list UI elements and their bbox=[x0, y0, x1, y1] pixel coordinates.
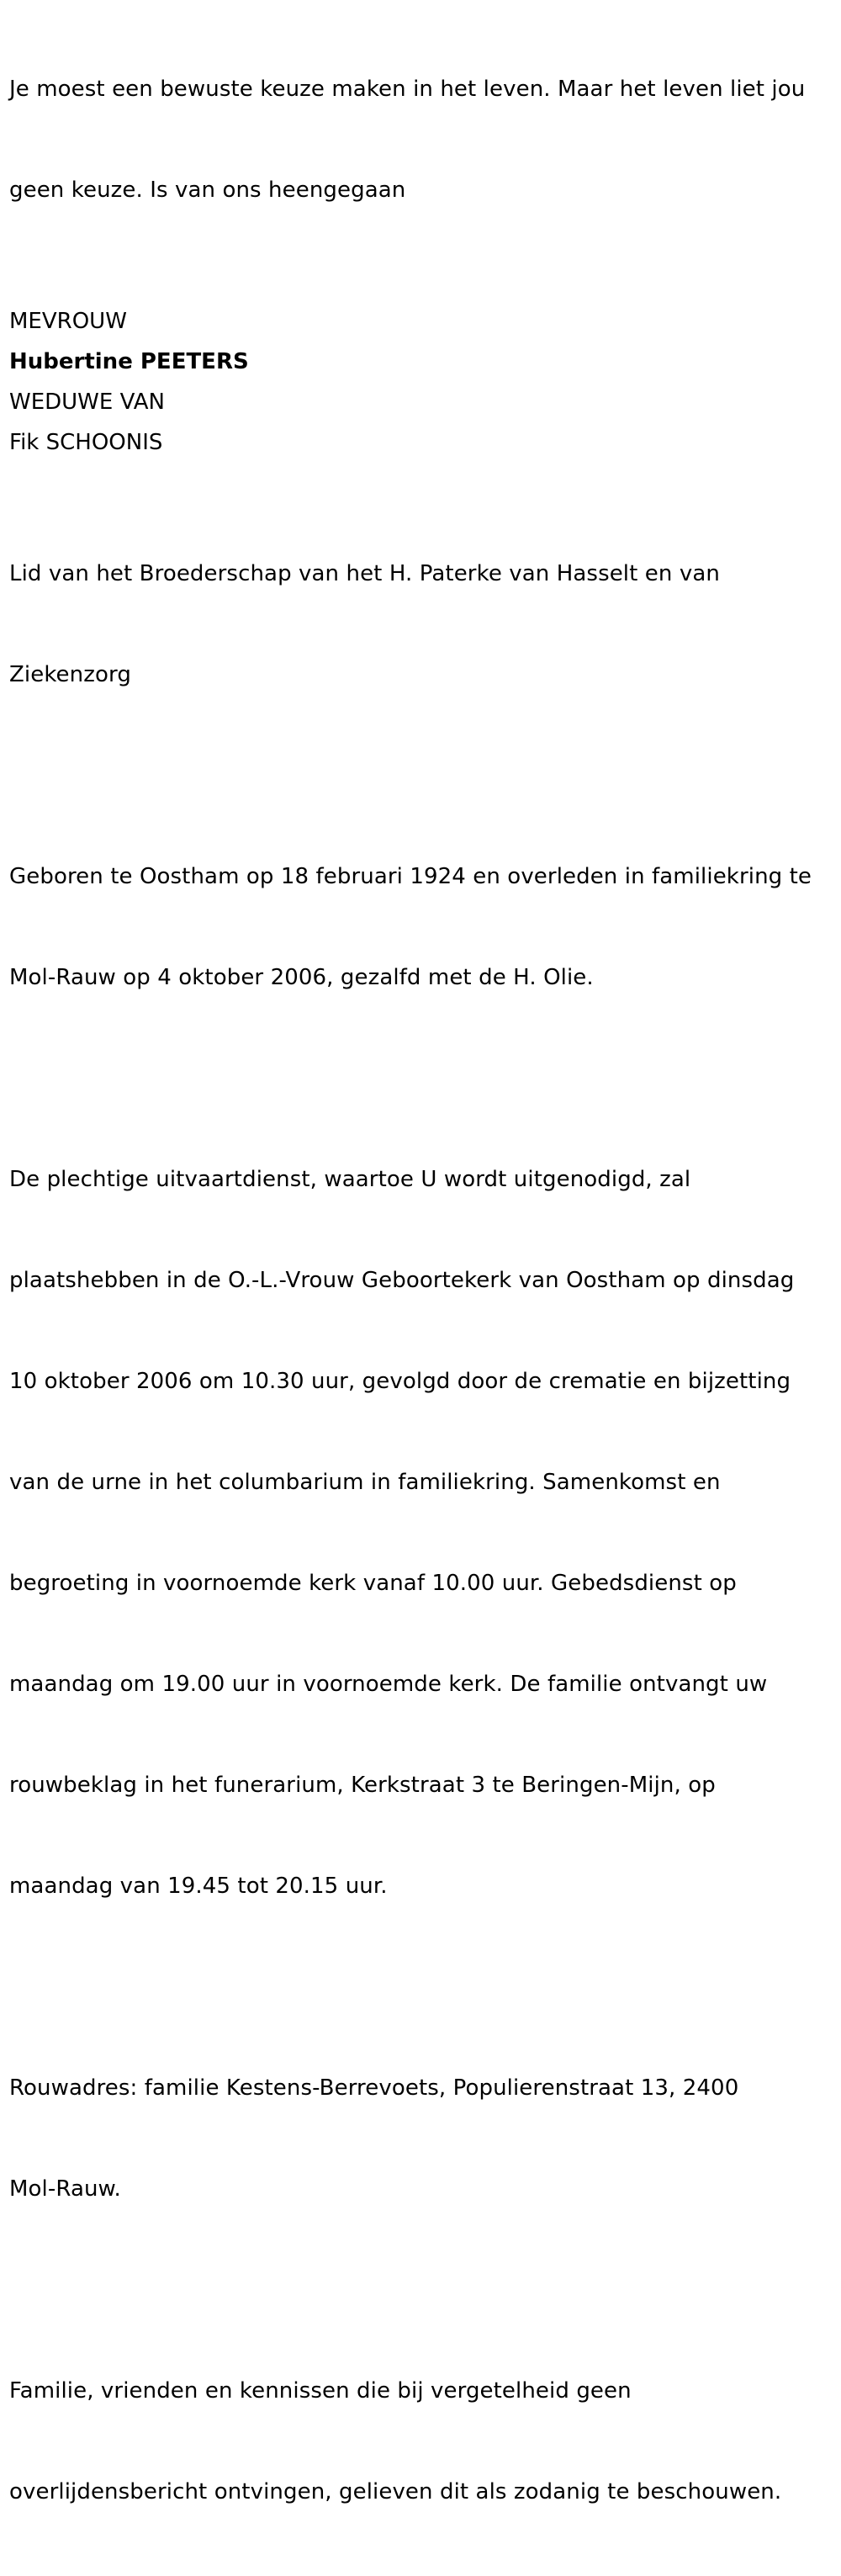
spacer bbox=[9, 1062, 841, 1095]
deceased-block bbox=[9, 301, 841, 463]
intro-paragraph bbox=[9, 5, 841, 274]
deceased-title: MEVROUW bbox=[9, 309, 127, 334]
closing-line-2: overlijdensbericht ontvingen, gelieven dit als zodanig te beschouwen. bbox=[9, 2479, 782, 2504]
spouse-name: Fik SCHOONIS bbox=[9, 430, 163, 455]
birth-death-line-2: Mol-Rauw op 4 oktober 2006, gezalfd met de H. Olie. bbox=[9, 965, 594, 990]
address-line-1: Rouwadres: familie Kestens-Berrevoets, Populierenstraat 13, 2400 bbox=[9, 2075, 739, 2101]
birth-death-line-1: Geboren te Oostham op 18 februari 1924 en overleden in familiekring te bbox=[9, 864, 812, 889]
spacer bbox=[9, 463, 841, 490]
membership-line-1: Lid van het Broederschap van het H. Paterke van Hasselt en van bbox=[9, 561, 720, 586]
funeral-paragraph bbox=[9, 1095, 841, 1970]
deceased-status: WEDUWE VAN bbox=[9, 390, 165, 415]
address-line-2: Mol-Rauw. bbox=[9, 2176, 121, 2202]
closing-line-1: Familie, vrienden en kennissen die bij vergetelheid geen bbox=[9, 2378, 632, 2404]
funeral-line: rouwbeklag in het funerarium, Kerkstraat 3 te Beringen-Mijn, op bbox=[9, 1773, 716, 1798]
funeral-line: maandag van 19.45 tot 20.15 uur. bbox=[9, 1874, 388, 1899]
membership-line-2: Ziekenzorg bbox=[9, 662, 131, 687]
deceased-name: Hubertine PEETERS bbox=[9, 349, 249, 374]
funeral-line: plaatshebben in de O.-L.-Vrouw Geboortekerk van Oostham op dinsdag bbox=[9, 1268, 795, 1293]
funeral-line: van de urne in het columbarium in familiekring. Samenkomst en bbox=[9, 1470, 721, 1495]
spacer bbox=[9, 274, 841, 301]
spacer bbox=[9, 759, 841, 792]
intro-line-2: geen keuze. Is van ons heengegaan bbox=[9, 178, 406, 203]
funeral-line: De plechtige uitvaartdienst, waartoe U wordt uitgenodigd, zal bbox=[9, 1167, 691, 1192]
intro-line-1: Je moest een bewuste keuze maken in het leven. Maar het leven liet jou bbox=[9, 77, 806, 102]
spacer bbox=[9, 1970, 841, 2004]
address-paragraph bbox=[9, 2004, 841, 2273]
funeral-line: begroeting in voornoemde kerk vanaf 10.00 uur. Gebedsdienst op bbox=[9, 1571, 737, 1596]
funeral-line: 10 oktober 2006 om 10.30 uur, gevolgd door de crematie en bijzetting bbox=[9, 1369, 791, 1394]
funeral-line: maandag om 19.00 uur in voornoemde kerk. De familie ontvangt uw bbox=[9, 1672, 768, 1697]
closing-paragraph bbox=[9, 2307, 841, 2576]
spacer bbox=[9, 2273, 841, 2307]
membership-paragraph bbox=[9, 490, 841, 759]
birth-death-paragraph bbox=[9, 792, 841, 1062]
